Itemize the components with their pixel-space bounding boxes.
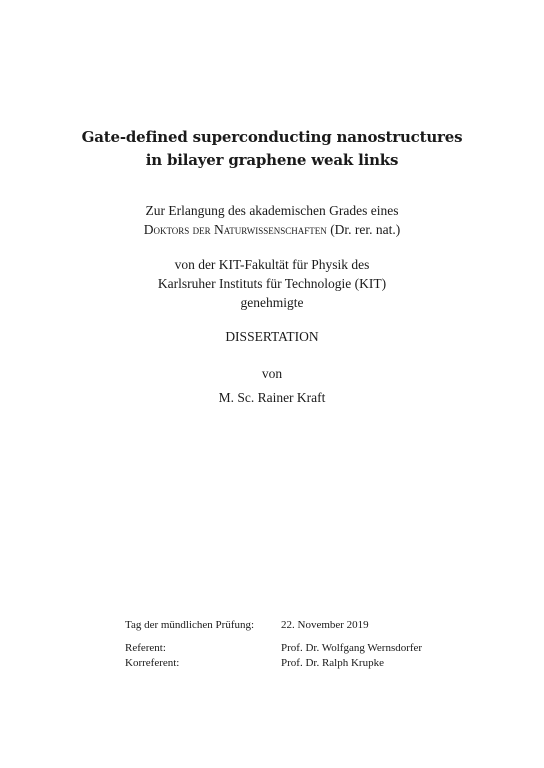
exam-date-value: 22. November 2019 [281, 619, 369, 631]
von-label: von [261, 366, 283, 381]
thesis-title [0, 126, 544, 172]
korreferent-name: Prof. Dr. Ralph Krupke [281, 657, 384, 669]
degree-line-2 [0, 220, 544, 239]
exam-details [125, 618, 422, 671]
author-name: M. Sc. Rainer Kraft [218, 390, 326, 405]
document-type: DISSERTATION [225, 329, 319, 344]
thesis-title-line-2: in bilayer graphene weak links [145, 151, 399, 169]
exam-date-row [125, 618, 422, 633]
korreferent-label: Korreferent: [125, 657, 180, 669]
faculty-line-1: von der KIT-Fakultät für Physik des [174, 257, 370, 272]
referent-name: Prof. Dr. Wolfgang Wernsdorfer [281, 642, 423, 654]
referent-row [125, 641, 422, 656]
degree-statement [0, 201, 544, 239]
faculty-line-3: genehmigte [240, 295, 304, 310]
thesis-title-line-1: Gate-defined superconducting nanostructures [81, 128, 463, 146]
faculty-statement [0, 255, 544, 312]
degree-line-1: Zur Erlangung des akademischen Grades eines [145, 203, 399, 218]
degree-name: Doktors der Naturwissenschaften [143, 222, 327, 237]
faculty-line-2: Karlsruher Instituts für Technologie (KIT) [157, 276, 387, 291]
exam-date-label: Tag der mündlichen Prüfung: [125, 619, 255, 631]
degree-abbrev: (Dr. rer. nat.) [326, 222, 401, 237]
referent-label: Referent: [125, 642, 166, 654]
korreferent-row [125, 656, 422, 671]
